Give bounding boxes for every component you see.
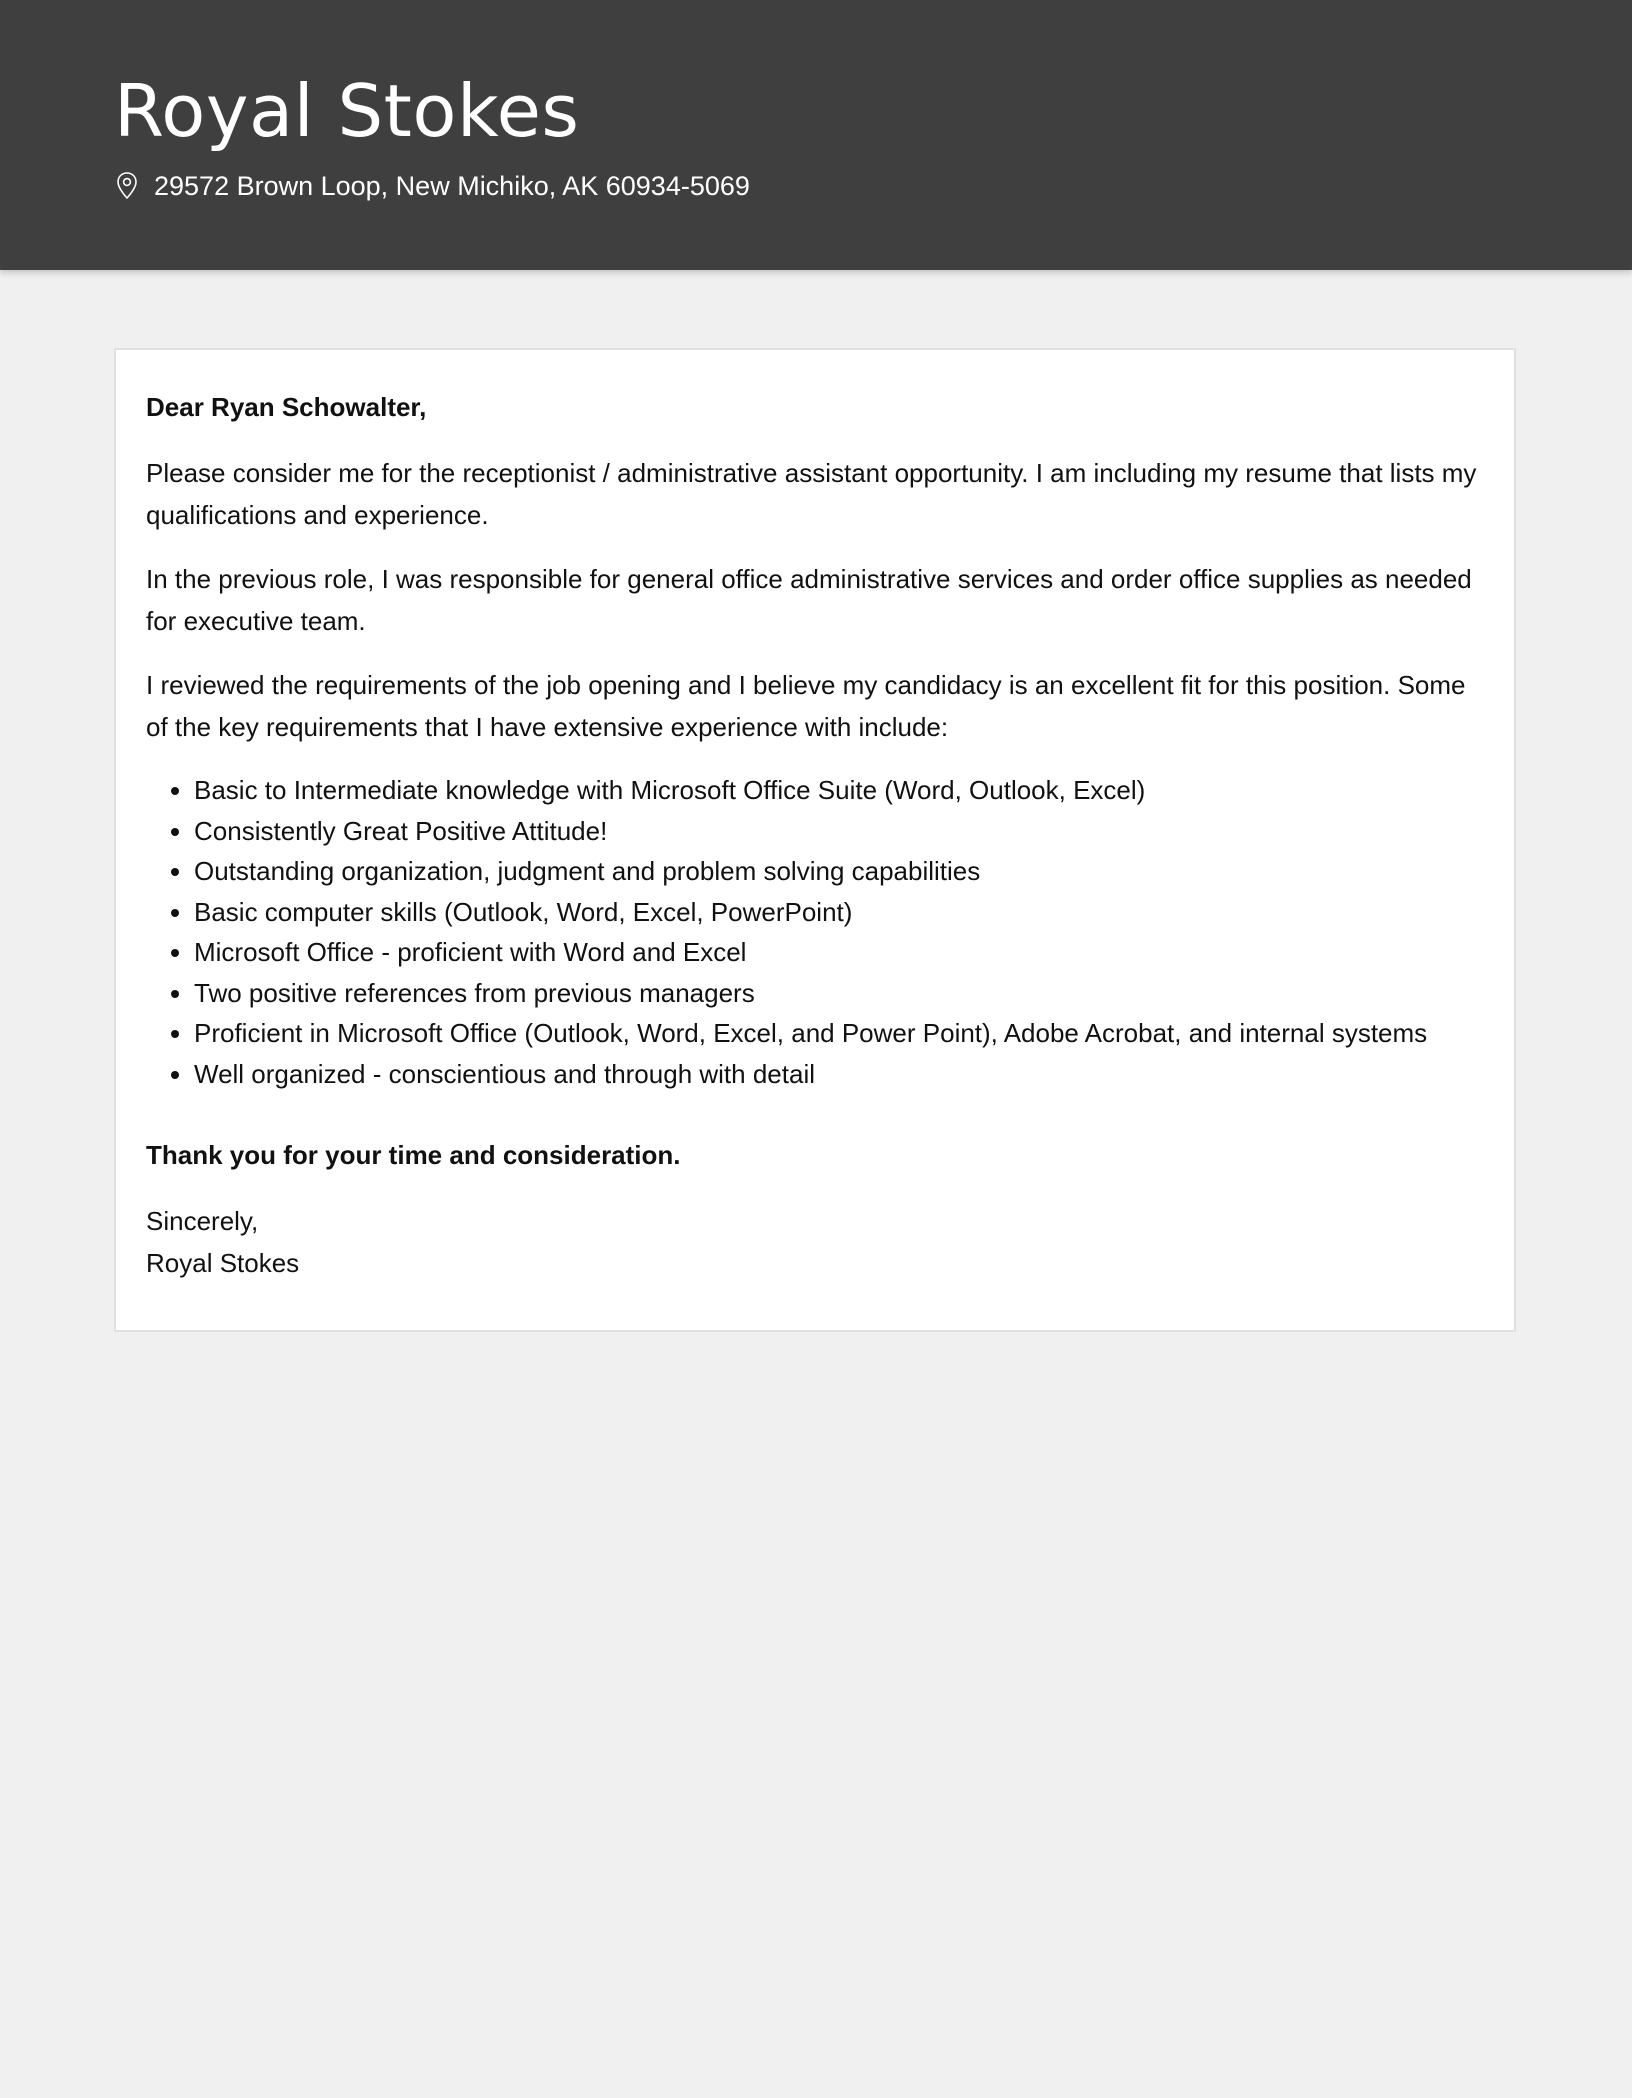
requirement-item: • Basic to Intermediate knowledge with Microsoft Office Suite (Word, Outlook, Excel) xyxy=(194,770,1484,811)
letter-greeting: Dear Ryan Schowalter, xyxy=(146,392,427,422)
requirement-item: • Two positive references from previous managers xyxy=(194,973,1484,1014)
letter-sign-off: Sincerely, xyxy=(146,1206,259,1236)
letter-paragraph-2: In the previous role, I was responsible for general office administrative services and order office supplies as needed for executive team. xyxy=(146,564,1472,636)
requirement-item: • Well organized - conscientious and through with detail xyxy=(194,1054,1484,1095)
letter-closing-thanks: Thank you for your time and consideration. xyxy=(146,1140,681,1170)
letter-paragraph-1: Please consider me for the receptionist / administrative assistant opportunity. I am including my resume that lists my qualifications and experience. xyxy=(146,458,1477,530)
requirement-item: • Basic computer skills (Outlook, Word, Excel, PowerPoint) xyxy=(194,892,1484,933)
letter-paragraph-3: I reviewed the requirements of the job opening and I believe my candidacy is an excellent fit for this position. Some of the key requirements that I have extensive experience with include: xyxy=(146,670,1466,742)
page-header xyxy=(0,0,1632,270)
requirement-item: • Consistently Great Positive Attitude! xyxy=(194,811,1484,852)
requirement-item: • Outstanding organization, judgment and problem solving capabilities xyxy=(194,851,1484,892)
requirement-item: • Proficient in Microsoft Office (Outlook, Word, Excel, and Power Point), Adobe Acrobat, and internal systems xyxy=(194,1013,1484,1054)
applicant-name: Royal Stokes xyxy=(114,69,580,153)
requirements-list xyxy=(146,770,1484,1094)
requirement-item: • Microsoft Office - proficient with Word and Excel xyxy=(194,932,1484,973)
location-pin-icon xyxy=(114,171,140,201)
address-row xyxy=(114,166,750,206)
letter-signature-name: Royal Stokes xyxy=(146,1248,300,1278)
cover-letter-card xyxy=(114,348,1516,1332)
applicant-address: 29572 Brown Loop, New Michiko, AK 60934-5069 xyxy=(154,170,750,201)
